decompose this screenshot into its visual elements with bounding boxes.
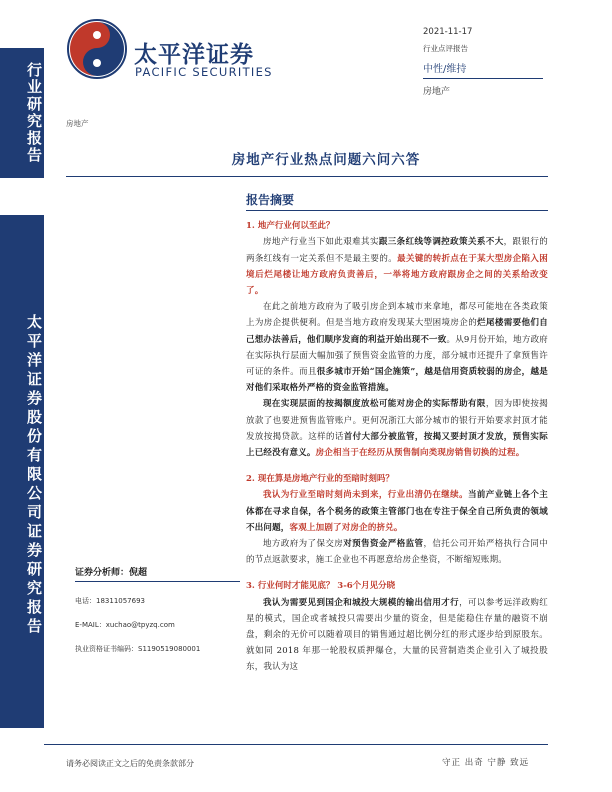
paragraph [246, 299, 548, 396]
highlight-span: 我认为行业至暗时刻尚未到来，行业出清仍在继续。 [263, 490, 468, 501]
paragraph [246, 595, 548, 676]
paragraph [246, 234, 548, 299]
analyst-divider [75, 581, 240, 582]
text-span: ，因为即使按揭放款了也要进预售监管账户。更何况浙江大部分城市的银行开始要求封顶才能发放按揭贷款。这样的话 [246, 399, 548, 442]
text-span: 在此之前地方政府为了吸引房企到本城市来拿地，都尽可能地在各类政策上为房企提供便利。但是当地方政府发现某大型困境房企的 [246, 302, 548, 329]
rating-badge: 中性/维持 [423, 60, 543, 79]
text-span: ，信托公司开始严格执行合同中的节点返款要求，施工企业也不再愿意给房企垫资，不断缩短账期。 [246, 539, 548, 566]
question-1: 1. 地产行业何以至此？ [246, 221, 335, 232]
question-2: 2. 现在算是房地产行业的至暗时刻吗？ [246, 474, 394, 485]
question-3: 3. 行业何时才能见底？ 3-6个月见分晓 [246, 581, 396, 592]
bold-span: 很多城市开始“国企施策”，越是信用资质较弱的房企，越是对他们采取格外严格的资金监管措施。 [246, 367, 548, 394]
bold-span: 对预售资金严格监管 [343, 539, 424, 550]
text-span: ，跟银行的两条红线有一定关系但不是最主要的。 [246, 237, 548, 264]
bold-span: 烂尾楼需要他们自己想办法善后，他们顺序发商的利益开始出现不一致 [246, 318, 548, 345]
report-abstract [246, 192, 548, 676]
banner-report-category: 行业研究报告 [25, 62, 43, 164]
bold-span: 我认为需要见到国企和城投大规模的输出信用才行 [263, 597, 460, 608]
bold-span: 当前产业链上各个主体都在寻求自保，各个税务的政策主管部门也在专注于保全自己所负责的领域不出问题， [246, 490, 548, 533]
analyst-email: E-MAIL：xuchao@tpyzq.com [75, 621, 175, 629]
text-span: 地方政府为了保交房 [263, 539, 344, 550]
report-date: 2021-11-17 [423, 27, 473, 37]
report-meta [423, 27, 543, 97]
report-type: 行业点评报告 [423, 44, 468, 53]
bold-span: 首付大部分被监管，按揭又要封顶才发放，预售实际上已经没有意义。 [246, 431, 548, 459]
footer-divider [44, 744, 548, 745]
brand-name-cn: 太平洋证券 [134, 42, 254, 68]
text-span: 房地产行业当下如此艰难其实 [263, 237, 379, 248]
industry-tag: 房地产 [66, 119, 89, 128]
analyst-name: 证券分析师：倪超 [75, 568, 148, 578]
paragraph [246, 487, 548, 536]
footer-motto: 守正 出奇 宁静 致远 [442, 758, 530, 768]
pacific-securities-logo-icon [66, 18, 128, 80]
banner-company-name: 太平洋证券股份有限公司证券研究报告 [25, 313, 43, 637]
paragraph [246, 536, 548, 568]
analyst-phone: 电话：18311057693 [75, 597, 145, 605]
analyst-info [75, 565, 240, 654]
bold-span: 跟三条红线等调控政策关系不大 [378, 237, 504, 248]
industry-label: 房地产 [423, 87, 451, 97]
abstract-heading: 报告摘要 [246, 192, 548, 211]
left-banner [0, 0, 44, 792]
paragraph [246, 396, 548, 461]
title-divider [66, 176, 548, 177]
text-span: 。从9月份开始，地方政府在实际执行层面大幅加强了预售资金监管的力度，部分城市还提升了拿预售许可证的条件。而且 [246, 334, 548, 378]
highlight-span: 最关键的转折点在于某大型房企陷入困境后烂尾楼让地方政府负责善后，一举将地方政府跟房企之间的关系给改变了。 [246, 253, 548, 297]
page-title: 房地产行业热点问题六问六答 [231, 152, 421, 168]
footer-disclaimer: 请务必阅读正文之后的免责条款部分 [66, 759, 194, 768]
highlight-span: 客观上加剧了对房企的挤兑。 [289, 522, 403, 533]
highlight-span: 房企相当于在经历从预售制向类现房销售切换的过程。 [315, 448, 525, 459]
bold-span: 现在实现层面的按揭额度放松可能对房企的实际帮助有限 [263, 399, 486, 410]
brand-name-en: PACIFIC SECURITIES [135, 65, 273, 79]
analyst-license: 执业资格证书编码：S1190519080001 [75, 645, 201, 653]
text-span: ，可以参考远洋政购红星的模式，国企或者城投只需要出少量的资金，但是能稳住存量的融资不崩盘，剩余的无价可以随着项目的销售通过超比例分红的形式逐步给到原股东。就如同 2018 年那一轮股权质押爆仓，大量的民营制造类企业引入了城投股东，我认为这 [246, 597, 548, 673]
